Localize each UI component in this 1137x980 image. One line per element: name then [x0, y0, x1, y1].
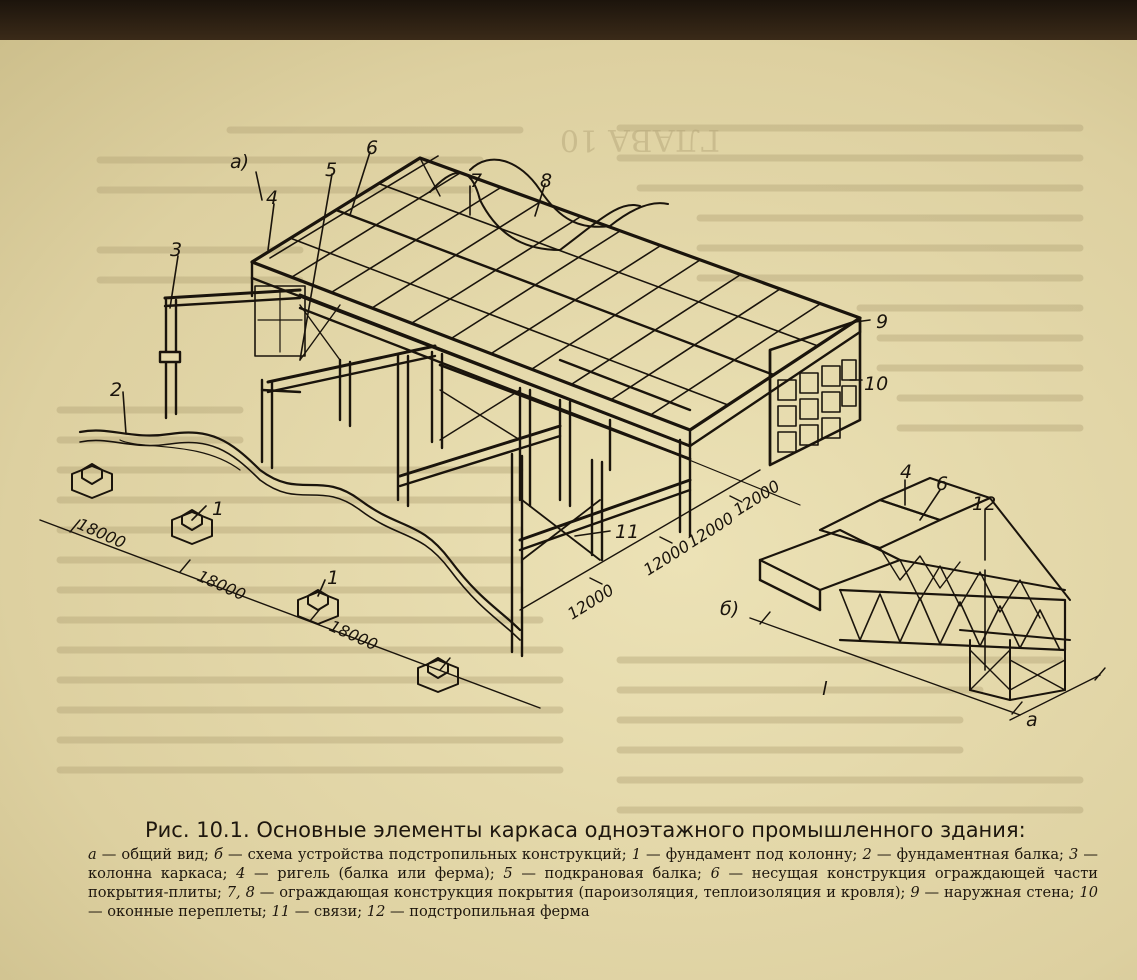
callout-1a: 1 — [212, 498, 225, 520]
label-panel-b: б) — [720, 598, 740, 620]
legend-key: 1 — [631, 846, 641, 863]
dim-12000-3: 12000 — [684, 508, 738, 552]
callout-11: 11 — [615, 521, 640, 543]
legend-text: — колонна каркаса; — [88, 846, 1099, 882]
legend-text: — оконные переплеты; — [88, 903, 272, 920]
legend-key: 7, 8 — [226, 884, 255, 901]
dim-l: l — [822, 678, 828, 700]
callout-9: 9 — [876, 311, 889, 333]
legend-text: — общий вид; — [96, 846, 215, 863]
dim-12000-1: 12000 — [564, 580, 618, 624]
legend-text: — наружная стена; — [919, 884, 1080, 901]
legend-text: — подстропильная ферма — [385, 903, 590, 920]
callout-8: 8 — [540, 170, 553, 192]
legend-text: — фундамент под колонну; — [640, 846, 863, 863]
dim-18000-3: 18000 — [326, 616, 381, 655]
dim-a: a — [1026, 709, 1038, 731]
callout-2: 2 — [110, 379, 123, 401]
callout-5: 5 — [325, 159, 338, 181]
dim-12000-4: 12000 — [730, 476, 784, 520]
legend-key: 3 — [1069, 846, 1079, 863]
legend-text: — фундаментная балка; — [871, 846, 1070, 863]
legend-key: 6 — [710, 865, 720, 882]
legend-text: — ограждающая конструкция покрытия (пароизоляция, теплоизоляция и кровля); — [254, 884, 911, 901]
dim-18000-1: 18000 — [74, 514, 129, 553]
legend-text: — подкрановая балка; — [512, 865, 711, 882]
legend-text: — ригель (балка или ферма); — [245, 865, 504, 882]
legend-text: — схема устройства подстропильных конструкций; — [222, 846, 632, 863]
legend-text: — связи; — [290, 903, 367, 920]
legend-text: — несущая конструкция ограждающей части покрытия-плиты; — [88, 865, 1098, 901]
figure-caption-title: Рис. 10.1. Основные элементы каркаса одноэтажного промышленного здания: — [145, 818, 1026, 842]
callout-6b: 6 — [936, 473, 949, 495]
callout-1b: 1 — [327, 567, 340, 589]
callout-3: 3 — [170, 239, 183, 261]
legend-key: 9 — [910, 884, 920, 901]
callout-12: 12 — [972, 493, 997, 515]
callout-7: 7 — [470, 170, 483, 192]
foundations — [40, 430, 800, 708]
figure-legend — [88, 845, 1098, 921]
dim-18000-2: 18000 — [194, 566, 249, 605]
callout-10: 10 — [864, 373, 889, 395]
legend-key: 2 — [862, 846, 872, 863]
legend-key: 4 — [236, 865, 246, 882]
legend-key: 12 — [366, 903, 386, 920]
callout-4b: 4 — [900, 461, 913, 483]
foundation-block — [72, 464, 458, 692]
legend-key: 5 — [503, 865, 513, 882]
dim-12000-2: 12000 — [640, 536, 694, 580]
scheme-b-trusses — [750, 478, 1105, 720]
svg-text:ГЛАВА 10: ГЛАВА 10 — [559, 122, 720, 157]
callout-6: 6 — [366, 137, 379, 159]
callout-4: 4 — [266, 187, 279, 209]
label-panel-a: а) — [230, 151, 250, 173]
legend-key: 10 — [1079, 884, 1099, 901]
legend-key: 11 — [271, 903, 291, 920]
legend-key: а — [88, 846, 97, 863]
legend-key: б — [214, 846, 223, 863]
